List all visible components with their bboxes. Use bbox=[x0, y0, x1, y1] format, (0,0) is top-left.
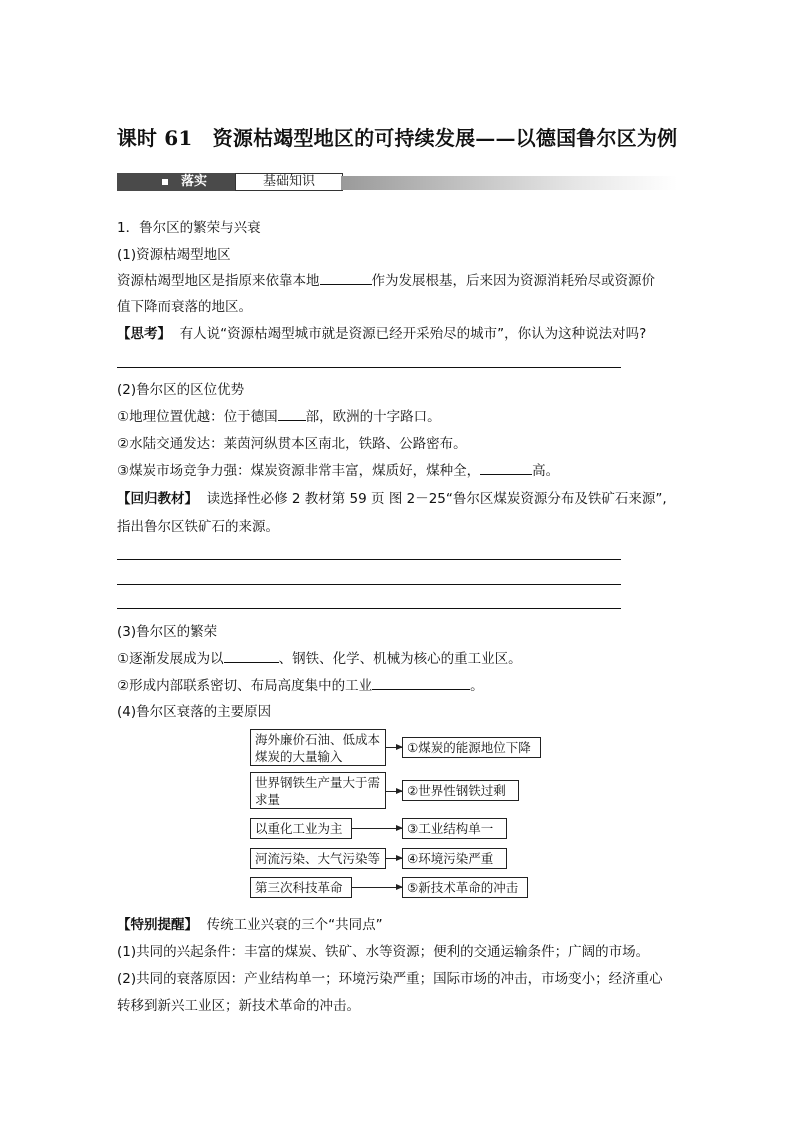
advantage-1-text-a: ①地理位置优越：位于德国 bbox=[117, 409, 278, 425]
return-tag: 【回归教材】 bbox=[117, 491, 198, 507]
tip-line-3: 转移到新兴工业区；新技术革命的冲击。 bbox=[117, 998, 360, 1014]
effect-box-2: ②世界性钢铁过剩 bbox=[402, 780, 519, 801]
advantage-item-1 bbox=[117, 405, 441, 425]
sub-heading-4: (4)鲁尔区衰落的主要原因 bbox=[117, 704, 272, 720]
effect-box-5: ⑤新技术革命的冲击 bbox=[402, 877, 528, 898]
cause-box-4: 河流污染、大气污染等 bbox=[250, 848, 386, 869]
return-text: 读选择性必修 2 教材第 59 页 图 2－25“鲁尔区煤炭资源分布及铁矿石来源”, bbox=[206, 491, 667, 507]
banner-square-icon bbox=[162, 179, 168, 185]
page-title: 课时 61 资源枯竭型地区的可持续发展——以德国鲁尔区为例 bbox=[116, 126, 678, 150]
prosperity-2-text-b: 。 bbox=[470, 678, 484, 694]
cause-box-5: 第三次科技革命 bbox=[250, 877, 352, 898]
advantage-1-text-b: 部，欧洲的十字路口。 bbox=[305, 409, 441, 425]
fill-blank-5[interactable] bbox=[372, 676, 470, 690]
advantage-3-text-a: ③煤炭市场竞争力强：煤炭资源非常丰富，煤质好，煤种全， bbox=[117, 463, 481, 479]
prosperity-item-2 bbox=[117, 674, 484, 694]
fill-blank-3[interactable] bbox=[480, 461, 532, 475]
prosperity-1-text-a: ①逐渐发展成为以 bbox=[117, 651, 224, 667]
effect-box-1: ①煤炭的能源地位下降 bbox=[402, 737, 541, 758]
definition-text-a: 资源枯竭型地区是指原来依靠本地 bbox=[117, 273, 320, 289]
cause-box-1: 海外廉价石油、低成本煤炭的大量输入 bbox=[250, 729, 386, 766]
tip-line-1: (1)共同的兴起条件：丰富的煤炭、铁矿、水等资源；便利的交通运输条件；广阔的市场。 bbox=[117, 944, 650, 960]
return-text-2: 指出鲁尔区铁矿石的来源。 bbox=[117, 519, 279, 535]
effect-box-4: ④环境污染严重 bbox=[402, 848, 507, 869]
fill-blank-2[interactable] bbox=[278, 407, 306, 421]
cause-box-2: 世界钢铁生产量大于需求量 bbox=[250, 772, 386, 809]
sub-heading-3: (3)鲁尔区的繁荣 bbox=[117, 624, 218, 640]
fill-blank-1[interactable] bbox=[320, 271, 372, 285]
arrow-5 bbox=[352, 887, 402, 888]
think-question bbox=[117, 322, 646, 342]
tip-tag: 【特别提醒】 bbox=[117, 917, 198, 933]
definition-line-2: 值下降而衰落的地区。 bbox=[117, 299, 252, 315]
prosperity-item-1 bbox=[117, 647, 522, 667]
effect-box-3: ③工业结构单一 bbox=[402, 818, 507, 839]
cause-box-3: 以重化工业为主 bbox=[250, 818, 352, 839]
arrow-3 bbox=[352, 828, 402, 829]
tip-title: 传统工业兴衰的三个“共同点” bbox=[206, 917, 383, 933]
answer-line-1[interactable] bbox=[117, 367, 621, 368]
tip-line-2: (2)共同的衰落原因：产业结构单一；环境污染严重；国际市场的冲击，市场变小；经济重心 bbox=[117, 971, 663, 987]
sub-heading-2: (2)鲁尔区的区位优势 bbox=[117, 382, 245, 398]
banner-label-luoshi: 落实 bbox=[181, 174, 208, 189]
banner-gradient bbox=[341, 176, 677, 190]
special-tip bbox=[117, 913, 383, 933]
think-text: 有人说“资源枯竭型城市就是资源已经开采殆尽的城市”，你认为这种说法对吗? bbox=[179, 326, 647, 342]
sub-heading-1: (1)资源枯竭型地区 bbox=[117, 247, 231, 263]
definition-line-1 bbox=[117, 269, 655, 289]
advantage-item-3 bbox=[117, 459, 559, 479]
section-heading: 1．鲁尔区的繁荣与兴衰 bbox=[117, 220, 261, 236]
banner-label-jichu: 基础知识 bbox=[235, 173, 343, 191]
definition-text-b: 作为发展根基，后来因为资源消耗殆尽或资源价 bbox=[371, 273, 655, 289]
prosperity-2-text-a: ②形成内部联系密切、布局高度集中的工业 bbox=[117, 678, 373, 694]
section-banner bbox=[117, 173, 677, 191]
arrow-1 bbox=[386, 747, 402, 748]
advantage-item-2: ②水陆交通发达：莱茵河纵贯本区南北，铁路、公路密布。 bbox=[117, 436, 467, 452]
advantage-3-text-b: 高。 bbox=[532, 463, 560, 479]
think-tag: 【思考】 bbox=[117, 326, 171, 342]
prosperity-1-text-b: 、钢铁、化学、机械为核心的重工业区。 bbox=[278, 651, 522, 667]
fill-blank-4[interactable] bbox=[224, 649, 279, 663]
return-textbook bbox=[117, 487, 667, 507]
banner-dark-block bbox=[117, 173, 235, 191]
arrow-2 bbox=[386, 791, 402, 792]
answer-line-2[interactable] bbox=[117, 559, 621, 560]
arrow-4 bbox=[386, 858, 402, 859]
answer-line-4[interactable] bbox=[117, 608, 621, 609]
answer-line-3[interactable] bbox=[117, 584, 621, 585]
